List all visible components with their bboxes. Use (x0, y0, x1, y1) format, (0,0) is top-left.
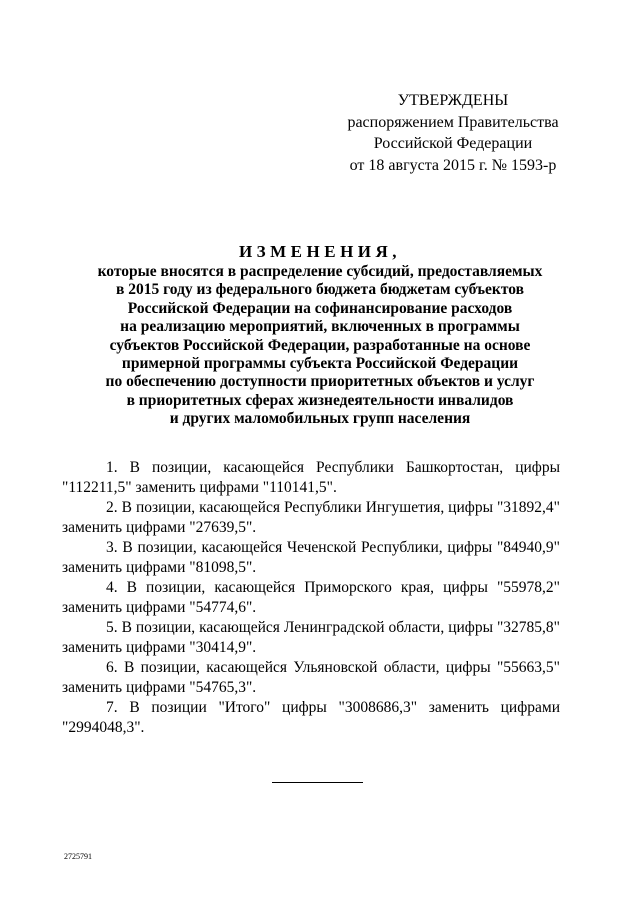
document-code: 2725791 (64, 852, 92, 861)
subtitle-line: и других маломобильных групп населения (169, 410, 471, 428)
approval-block (300, 90, 606, 176)
document-subtitle (60, 263, 580, 429)
subtitle-line: по обеспечению доступности приоритетных объектов и услуг (105, 373, 535, 391)
change-item: 5. В позиции, касающейся Ленинградской области, цифры "32785,8" заменить цифрами "30414,9". (62, 619, 560, 656)
subtitle-line: субъектов Российской Федерации, разработанные на основе (109, 336, 531, 354)
change-item: 6. В позиции, касающейся Ульяновской области, цифры "55663,5" заменить цифрами "54765,3". (62, 659, 560, 696)
change-item: 1. В позиции, касающейся Республики Башкортостан, цифры "112211,5" заменить цифрами "110141,5". (62, 459, 560, 496)
approval-date-line: от 18 августа 2015 г. № 1593-р (349, 156, 557, 174)
subtitle-line: на реализацию мероприятий, включенных в программы (120, 318, 520, 336)
title-block (60, 241, 580, 429)
subtitle-line: примерной программы субъекта Российской Федерации (121, 355, 519, 373)
change-item: 7. В позиции "Итого" цифры "3008686,3" заменить цифрами "2994048,3". (62, 699, 560, 736)
document-title: ИЗМЕНЕНИЯ, (238, 242, 402, 261)
change-item: 3. В позиции, касающейся Чеченской Республики, цифры "84940,9" заменить цифрами "81098,5". (62, 539, 560, 576)
subtitle-line: в 2015 году из федерального бюджета бюджетам субъектов (116, 281, 524, 299)
subtitle-line: которые вносятся в распределение субсидий, предоставляемых (97, 263, 543, 280)
change-item: 2. В позиции, касающейся Республики Ингушетия, цифры "31892,4" заменить цифрами "27639,5". (62, 499, 560, 536)
change-item: 4. В позиции, касающейся Приморского края, цифры "55978,2" заменить цифрами "54774,6". (62, 579, 560, 616)
changes-list (62, 458, 560, 738)
end-divider (272, 782, 363, 783)
subtitle-line: Российской Федерации на софинансирование расходов (127, 299, 513, 317)
approval-heading: УТВЕРЖДЕНЫ (397, 92, 509, 109)
approval-line: распоряжением Правительства (347, 113, 559, 131)
subtitle-line: в приоритетных сферах жизнедеятельности инвалидов (126, 391, 514, 409)
approval-line: Российской Федерации (373, 135, 533, 152)
